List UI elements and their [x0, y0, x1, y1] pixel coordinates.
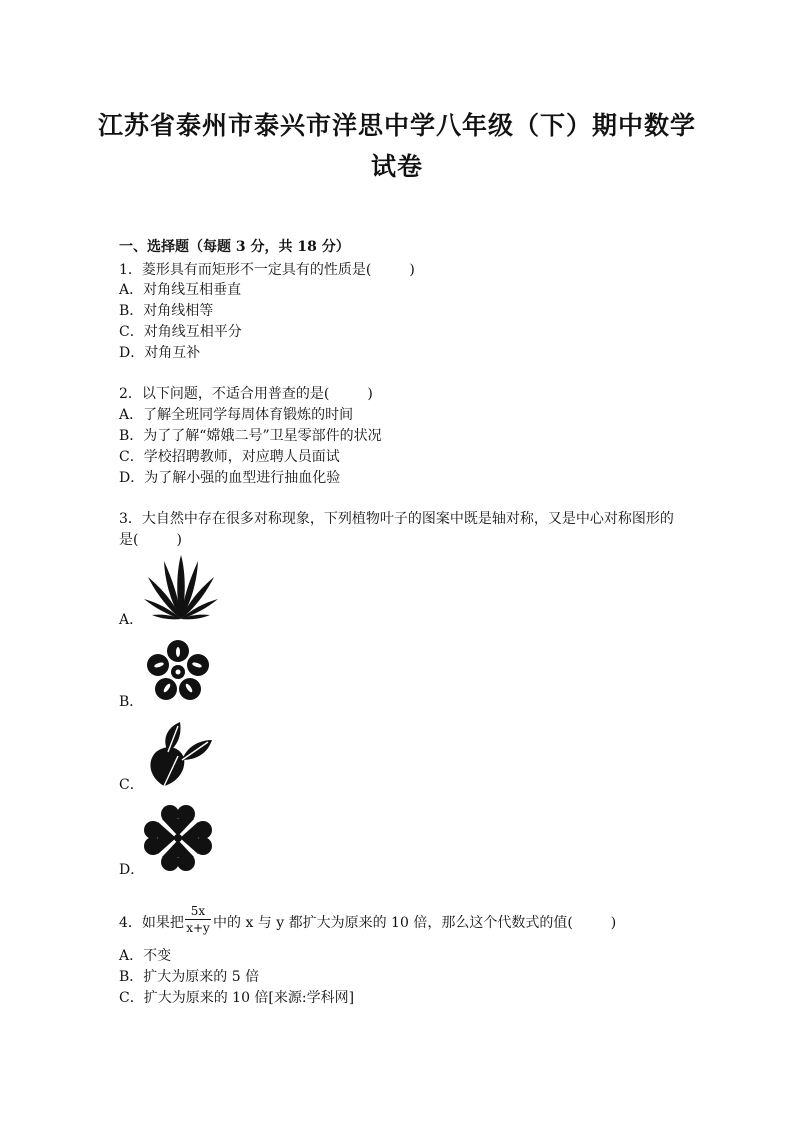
question-2-stem	[119, 383, 373, 403]
five-petal-flower-icon	[142, 638, 214, 704]
question-2-option-b: B．为了了解“嫦娥二号”卫星零部件的状况	[119, 428, 382, 444]
question-1-option-a: A．对角线互相垂直	[119, 282, 242, 298]
fraction-expression	[185, 904, 211, 935]
question-1-option-b: B．对角线相等	[119, 303, 214, 319]
exam-title-line-1: 江苏省泰州市泰兴市洋思中学八年级（下）期中数学	[97, 111, 696, 140]
section-heading: 一、选择题（每题 3 分，共 18 分）	[119, 239, 350, 255]
question-2-option-c: C．学校招聘教师，对应聘人员面试	[119, 449, 340, 465]
question-3-option-c-label: C．	[119, 777, 144, 793]
question-1-stem	[119, 259, 415, 279]
question-3-stem-line-1: 3．大自然中存在很多对称现象，下列植物叶子的图案中既是轴对称，又是中心对称图形的	[119, 511, 674, 527]
four-heart-clover-icon	[142, 803, 214, 873]
question-4-text: 中的 x 与 y 都扩大为原来的 10 倍，那么这个代数式的值(	[213, 915, 573, 931]
question-1-option-c: C．对角线互相平分	[119, 324, 242, 340]
fraction-numerator: 5x	[185, 904, 211, 920]
fraction-denominator: x+y	[186, 921, 210, 935]
question-3-stem-line-2	[119, 529, 182, 549]
question-2-option-d: D．为了解小强的血型进行抽血化验	[119, 470, 341, 486]
question-4-stem-suffix	[213, 912, 616, 932]
answer-paren-close: )	[409, 262, 415, 278]
three-leaves-icon	[142, 720, 214, 788]
answer-paren-close: )	[176, 532, 182, 548]
question-3-text: 是(	[119, 532, 139, 548]
answer-paren-close: )	[610, 915, 617, 931]
question-3-option-b-label: B．	[119, 694, 144, 710]
grass-leaves-icon	[142, 553, 220, 625]
question-1-option-d: D．对角互补	[119, 345, 201, 361]
question-3-option-a-label: A．	[119, 612, 144, 628]
answer-paren-close: )	[367, 386, 373, 402]
exam-title-line-2: 试卷	[370, 152, 423, 181]
question-1-text: 1．菱形具有而矩形不一定具有的性质是(	[119, 262, 372, 278]
question-4-option-c: C．扩大为原来的 10 倍[来源:学科网]	[119, 990, 355, 1006]
question-3-option-d-label: D．	[119, 862, 145, 878]
question-2-text: 2．以下问题，不适合用普查的是(	[119, 386, 330, 402]
question-4-option-a: A．不变	[119, 948, 172, 964]
question-4-stem-prefix: 4．如果把	[119, 915, 184, 931]
question-2-option-a: A．了解全班同学每周体育锻炼的时间	[119, 407, 354, 423]
question-4-option-b: B．扩大为原来的 5 倍	[119, 969, 260, 985]
